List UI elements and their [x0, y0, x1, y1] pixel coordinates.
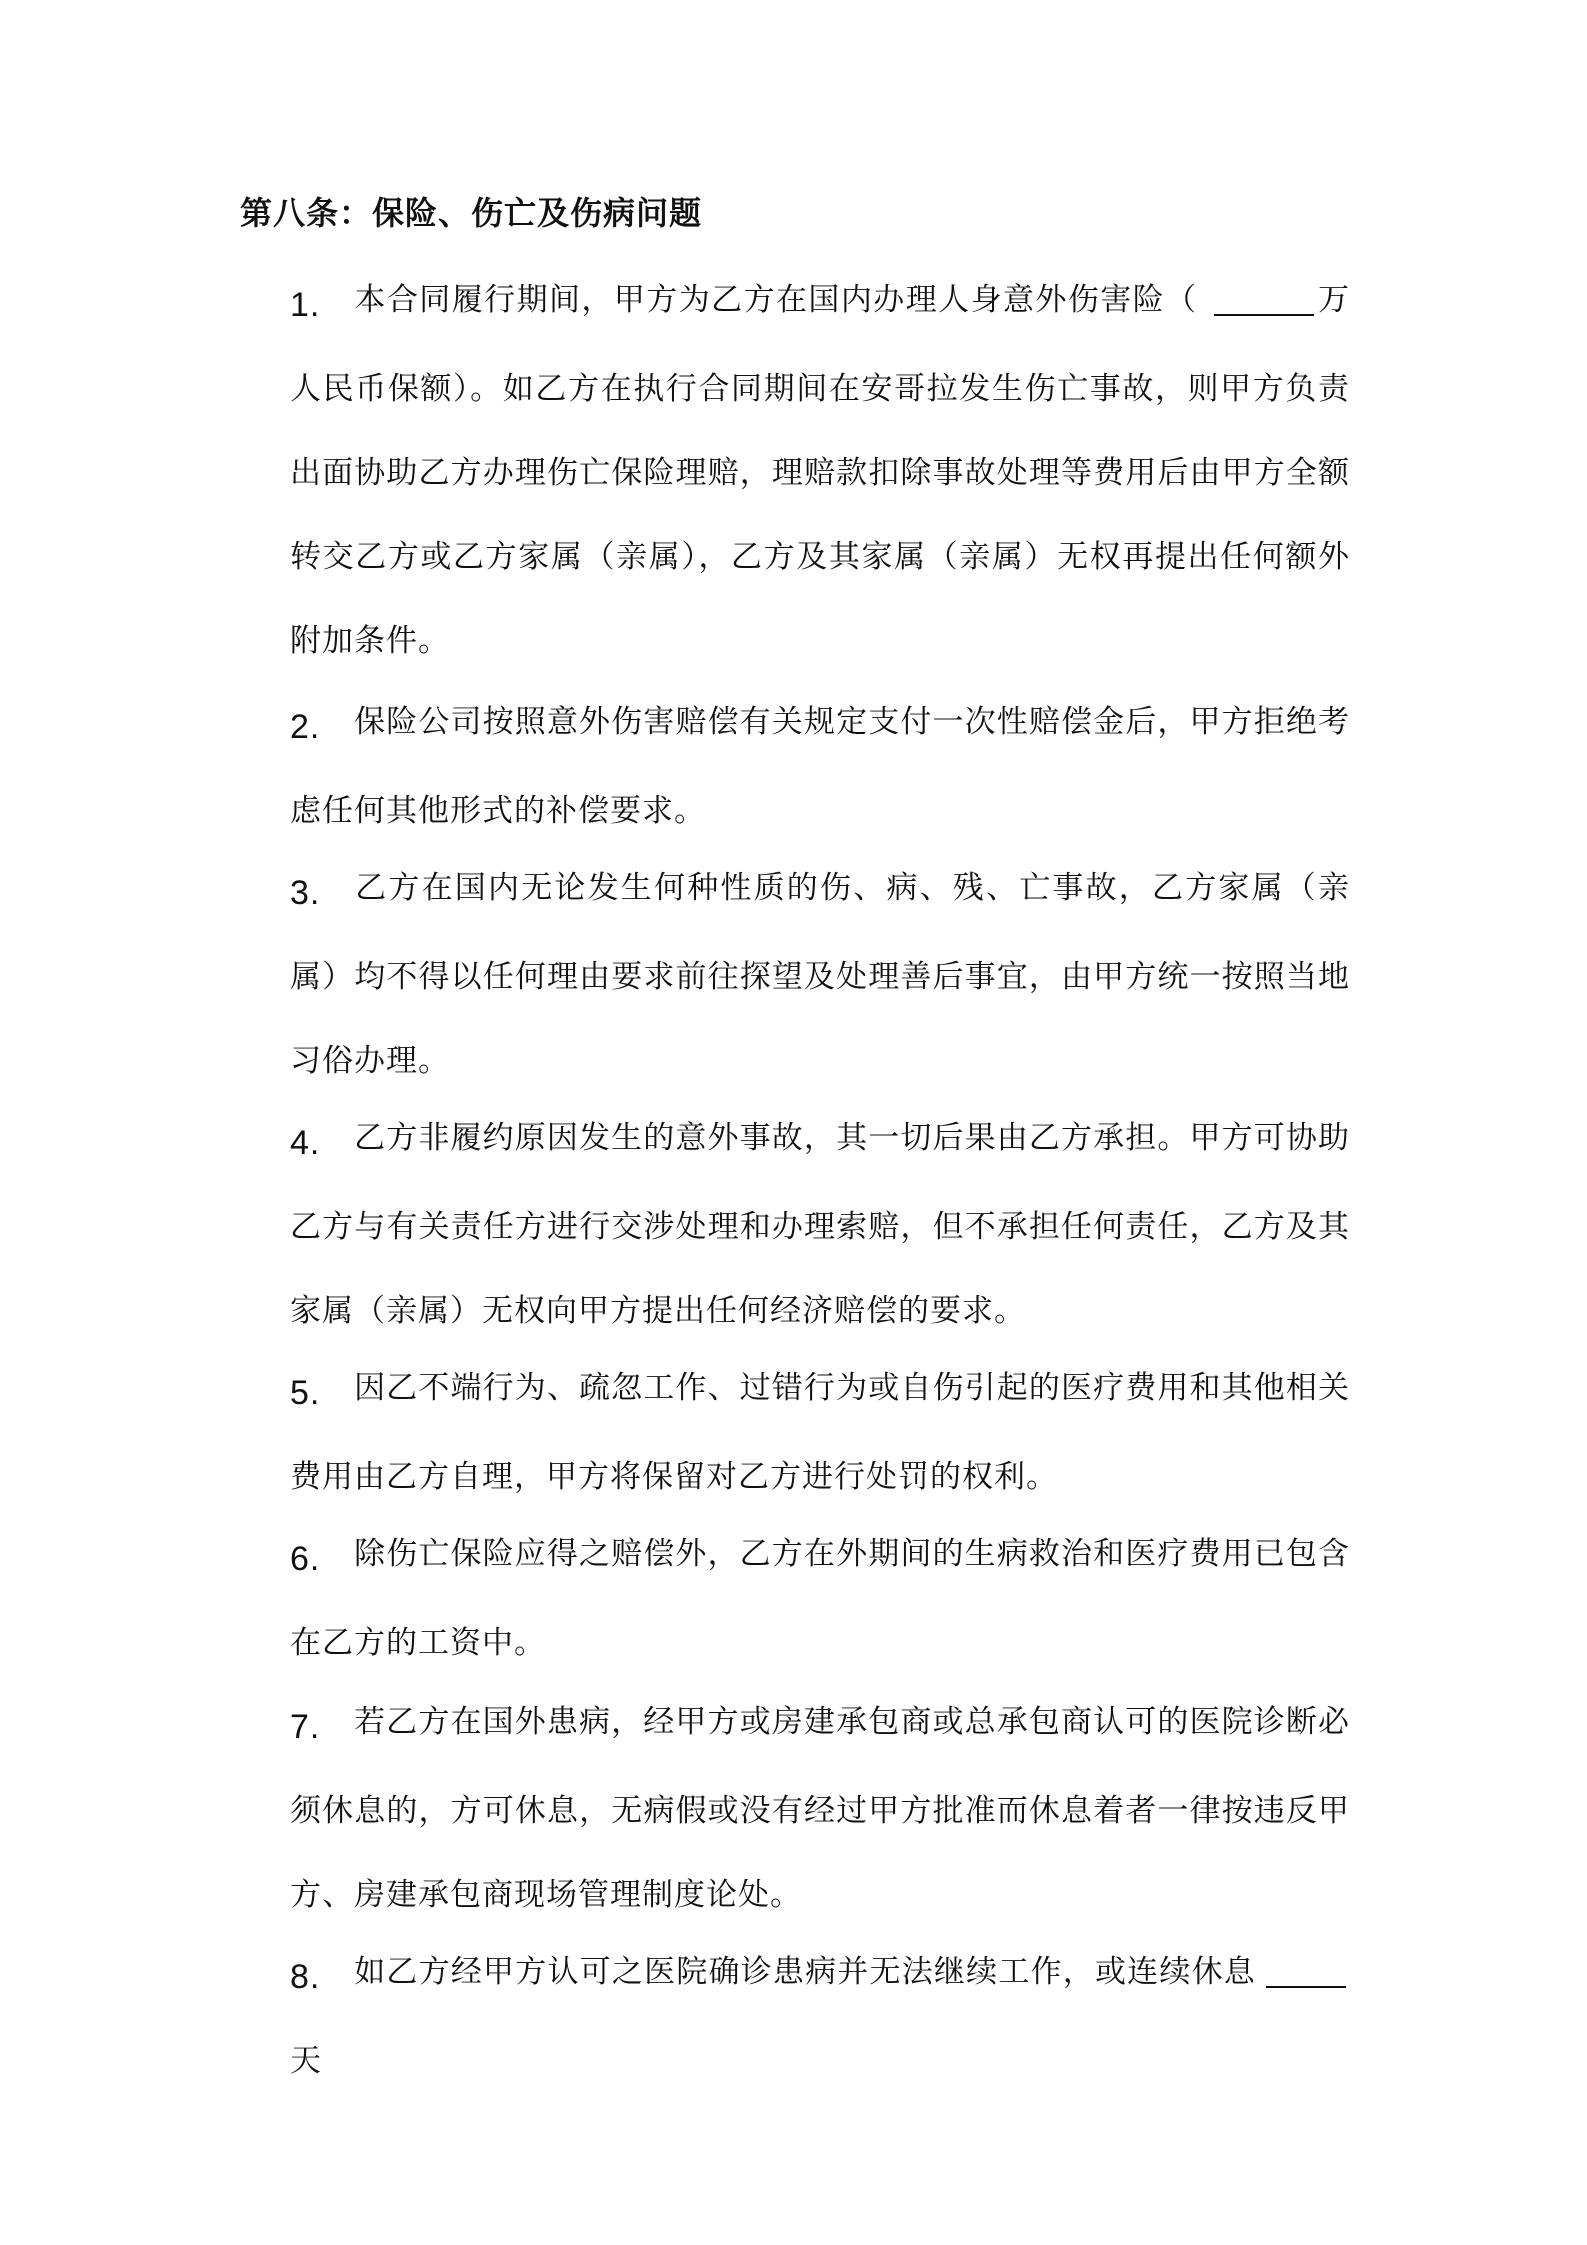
clause-text: 乙方非履约原因发生的意外事故，其一切后果由乙方承担。甲方可协助乙方与有关责任方进行交涉处理和办理索赔，但不承担任何责任，乙方及其家属（亲属）无权向甲方提出任何经济赔偿的要求。 — [290, 1120, 1350, 1329]
clause-text: 乙方在国内无论发生何种性质的伤、病、残、亡事故，乙方家属（亲属）均不得以任何理由要求前往探望及处理善后事宜，由甲方统一按照当地习俗办理。 — [290, 870, 1350, 1079]
clause-text: 如乙方经甲方认可之医院确诊患病并无法继续工作，或连续休息 — [354, 1954, 1256, 1990]
clause-4 — [290, 1096, 1350, 1353]
section-heading: 第八条：保险、伤亡及伤病问题 — [240, 194, 703, 232]
clause-number: 5. — [290, 1374, 321, 1412]
clause-text: 天 — [290, 2043, 322, 2079]
clause-text: 保险公司按照意外伤害赔偿有关规定支付一次性赔偿金后，甲方拒绝考虑任何其他形式的补偿要求。 — [290, 704, 1350, 829]
clause-text: 因乙不端行为、疏忽工作、过错行为或自伤引起的医疗费用和其他相关费用由乙方自理，甲方将保留对乙方进行处罚的权利。 — [290, 1370, 1350, 1495]
clause-5 — [290, 1346, 1350, 1519]
clause-text: 除伤亡保险应得之赔偿外，乙方在外期间的生病救治和医疗费用已包含在乙方的工资中。 — [290, 1536, 1350, 1661]
clause-text: 若乙方在国外患病，经甲方或房建承包商或总承包商认可的医院诊断必须休息的，方可休息，无病假或没有经过甲方批准而休息着者一律按违反甲方、房建承包商现场管理制度论处。 — [290, 1704, 1350, 1913]
clause-1 — [290, 258, 1350, 683]
clause-number: 6. — [290, 1540, 321, 1578]
fill-in-blank — [1266, 1952, 1346, 1988]
clause-number: 1. — [290, 286, 321, 324]
clause-8 — [290, 1930, 1350, 2103]
fill-in-blank — [1214, 280, 1314, 316]
clause-text: 万人民币保额）。如乙方在执行合同期间在安哥拉发生伤亡事故，则甲方负责出面协助乙方办理伤亡保险理赔，理赔款扣除事故处理等费用后由甲方全额转交乙方或乙方家属（亲属），乙方及其家属（亲属）无权再提出任何额外附加条件。 — [290, 282, 1351, 659]
clause-7 — [290, 1680, 1350, 1937]
clause-number: 3. — [290, 874, 321, 912]
clause-text: 本合同履行期间，甲方为乙方在国内办理人身意外伤害险（ — [354, 282, 1198, 318]
clause-6 — [290, 1512, 1350, 1685]
clause-number: 8. — [290, 1958, 321, 1996]
clause-2 — [290, 680, 1350, 853]
clause-number: 4. — [290, 1124, 321, 1162]
clause-3 — [290, 846, 1350, 1103]
clause-number: 7. — [290, 1708, 321, 1746]
clause-number: 2. — [290, 708, 321, 746]
